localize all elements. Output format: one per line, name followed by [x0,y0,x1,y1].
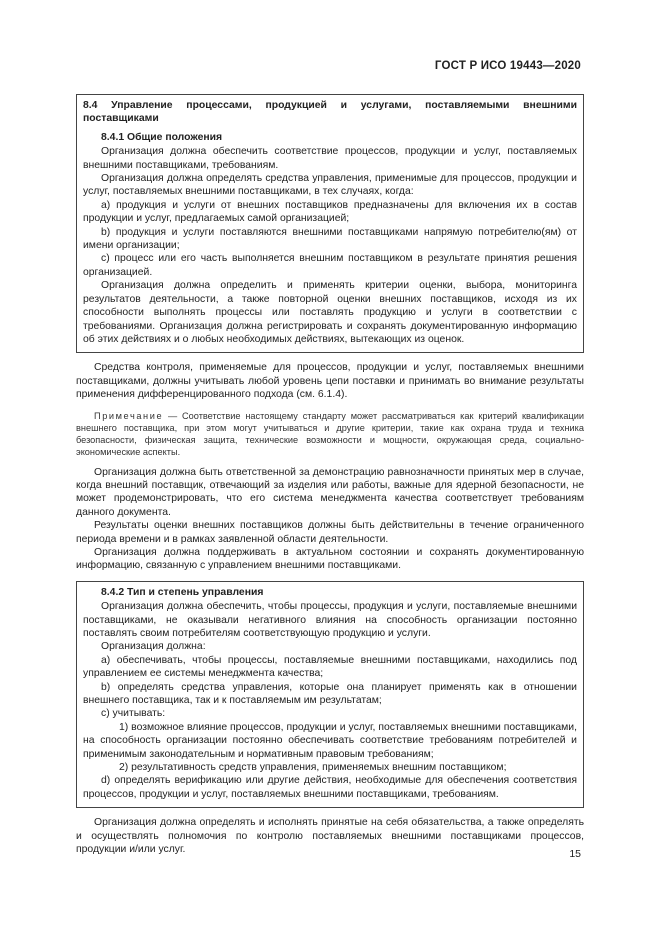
section-8-4-box [76,94,584,353]
list-subitem: 1) возможное влияние процессов, продукции и услуг, поставляемых внешними поставщиками, на способность организации постоянно обеспечивать соответствие требованиям потребителей и применимым законодательным и нормативным правовым требованиям; [83,721,577,760]
note [76,410,584,458]
section-8-4-2-title: 8.4.2 Тип и степень управления [101,586,264,598]
note-label: Примечание [94,410,164,421]
document-header: ГОСТ Р ИСО 19443—2020 [434,60,581,72]
list-item: c) учитывать: [101,708,166,720]
paragraph: Результаты оценки внешних поставщиков должны быть действительны в течение ограниченного периода времени и в рамках заявленной области деятельности. [76,520,584,545]
list-item: b) продукция и услуги поставляются внешними поставщиками напрямую потребителю(ям) от имени организации; [83,226,577,252]
paragraph: Организация должна: [101,641,206,653]
page-content [76,94,584,857]
paragraph: Организация должна определять средства управления, применимые для процессов, продукции и услуг, поставляемых внешними поставщиками, в тех случаях, когда: [83,173,577,198]
list-item: b) определять средства управления, которые она планирует применять как в отношении внешнего поставщика, так и к поставляемым им результатам; [83,681,577,707]
paragraph: Средства контроля, применяемые для процессов, продукции и услуг, поставляемых внешними поставщиками, должны учитывать любой уровень цепи поставки и принимать во внимание результаты применения дифференцированного подхода (см. 6.1.4). [76,362,584,401]
paragraph: Организация должна обеспечить, чтобы процессы, продукция и услуги, поставляемые внешними поставщиками, не оказывали негативного влияния на способность организации постоянно поставлять своим потребителям соответствующую продукцию и услуги. [83,601,577,639]
list-item: a) продукция и услуги от внешних поставщиков предназначены для включения их в состав продукции и услуг, предлагаемых самой организацией; [83,199,577,225]
list-item: a) обеспечивать, чтобы процессы, поставляемые внешними поставщиками, находились под управлением ее системы менеджмента качества; [83,654,577,680]
paragraph: Организация должна поддерживать в актуальном состоянии и сохранять документированную информацию, связанную с управлением внешними поставщиками. [76,546,584,572]
spacer [76,573,584,581]
note-text: — Соответствие настоящему стандарту может рассматриваться как критерий квалификации внешнего поставщика, при этом могут учитываться и другие критерии, такие как охрана труда и техника безопасности, физическая защита, технические возможности и мощности, окружающая среда, социально-экономические аспекты. [76,410,584,457]
list-item: d) определять верификацию или другие действия, необходимые для обеспечения соответствия процессов, продукции и услуг, поставляемых внешними поставщиками, требованиям. [83,775,577,800]
paragraph: Организация должна определять и исполнять принятые на себя обязательства, а также определять и осуществлять полномочия по контролю поставляемых внешними поставщиками процессов, продукции и/или услуг. [76,817,584,856]
section-8-4-2-box [76,581,584,809]
section-8-4-title: 8.4 Управление процессами, продукцией и услугами, поставляемыми внешними поставщиками [83,100,577,125]
list-item: c) процесс или его часть выполняется внешним поставщиком в результате принятия решения организацией. [83,253,577,278]
section-8-4-1-title: 8.4.1 Общие положения [101,131,223,143]
paragraph: Организация должна быть ответственной за демонстрацию равнозначности принятых мер в случае, когда внешний поставщик, отвечающий за изделия или работы, важные для ядерной безопасности, не может продемонстрировать, что его система менеджмента качества соответствует требованиям данного документа. [76,466,584,518]
paragraph: Организация должна обеспечить соответствие процессов, продукции и услуг, поставляемых внешними поставщиками, требованиям. [83,146,577,171]
paragraph: Организация должна определить и применять критерии оценки, выбора, мониторинга результатов деятельности, а также повторной оценки внешних поставщиков, исходя из их способности выполнять процессы или поставлять продукцию и услуги в соответствии с требованиями. Организация должна регистрировать и сохранять документированную информацию об этих действиях и о любых необходимых действиях, вытекающих из оценок. [83,280,577,345]
list-subitem: 2) результативность средств управления, применяемых внешним поставщиком; [119,762,507,774]
page-number: 15 [569,848,581,860]
